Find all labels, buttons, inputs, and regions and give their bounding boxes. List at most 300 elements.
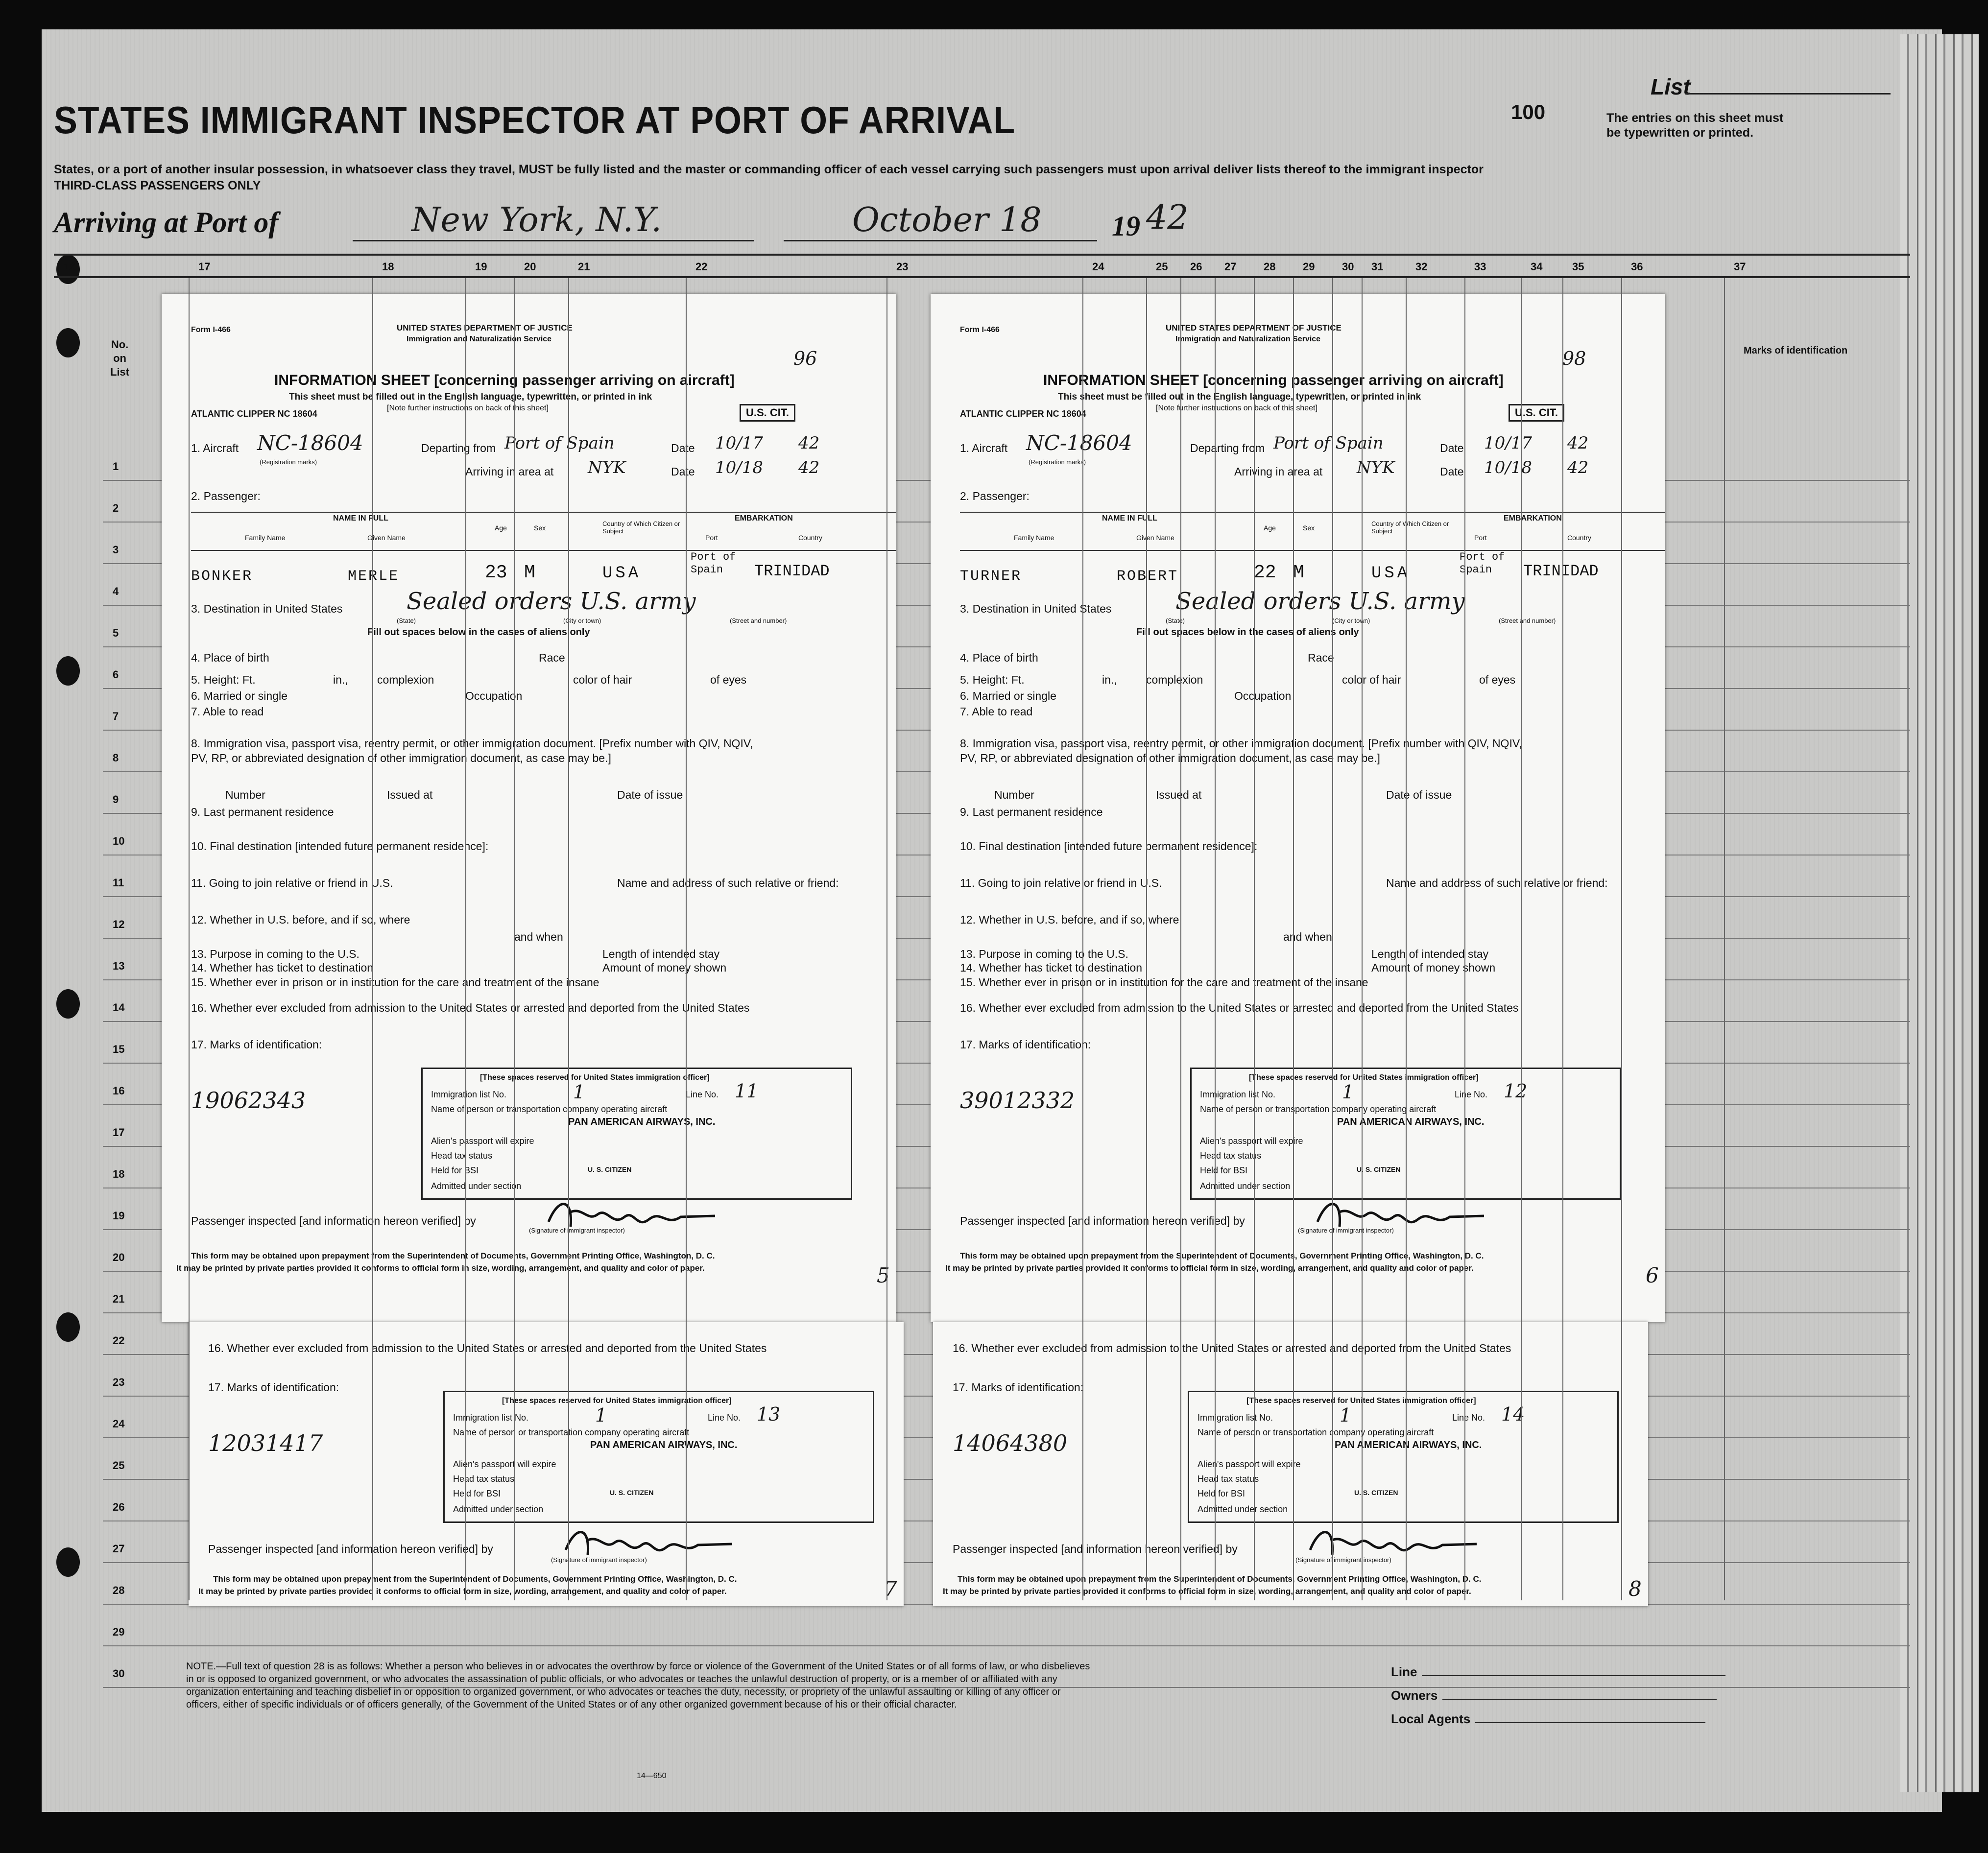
issue-date-label: Date of issue [1386,788,1452,801]
q2-label: 2. Passenger: [191,490,261,502]
row-header-on: on [113,352,126,364]
column-divider [1180,278,1181,1600]
q17-label: 17. Marks of identification: [208,1381,339,1394]
information-sheet [931,294,1665,1322]
column-number: 21 [578,261,590,273]
column-number: 32 [1415,261,1428,273]
q9-label: 9. Last permanent residence [960,806,1103,818]
column-number: 16 [64,261,76,273]
eyes-label: of eyes [710,673,747,686]
arriving-label: Arriving at Port of [54,206,279,238]
admitted-label: Admitted under section [1200,1181,1291,1191]
q4-label: 4. Place of birth [191,651,269,664]
column-number: 20 [524,261,536,273]
column-number: 37 [1734,261,1746,273]
column-number: 19 [475,261,487,273]
sex-header: Sex [1303,524,1315,532]
citizen-stamp: U. S. CITIZEN [588,1165,632,1173]
footer-line2: It may be printed by private parties provided it conforms to official form in size, wording, arrangement, and quality and color of paper. [945,1263,1474,1273]
company-label: Name of person or transportation company operating aircraft [1200,1104,1437,1114]
issued-label: Issued at [1156,788,1202,801]
family-name-value: BONKER [191,568,253,585]
number-label: Number [225,788,265,801]
information-sheet-lower [933,1322,1648,1606]
arrival-date: 10/18 [1484,458,1532,477]
row-number: 5 [113,627,119,639]
column-divider [372,278,373,1600]
q9-label: 9. Last permanent residence [191,806,334,818]
country2-header: Country [798,534,823,542]
row-number: 12 [113,918,125,930]
q5-label: 5. Height: Ft. [191,673,256,686]
reserved-heading: [These spaces reserved for United States immigration officer] [502,1397,732,1405]
footer-line2: It may be printed by private parties provided it conforms to official form in size, wording, arrangement, and quality and color of paper. [176,1263,705,1273]
departing-label: Departing from [421,442,496,454]
row-number: 28 [113,1584,125,1596]
departure-date: 10/17 [715,433,763,453]
airline-stamp: PAN AMERICAN AIRWAYS, INC. [590,1440,738,1450]
passport-label: Alien's passport will expire [453,1459,556,1469]
q16-label: 16. Whether ever excluded from admission to the United States or arrested and deported from the United States [208,1342,767,1354]
footer-line2: It may be printed by private parties provided it conforms to official form in size, wording, arrangement, and quality and color of paper. [943,1587,1471,1596]
q3-label: 3. Destination in United States [960,602,1112,615]
q15-label: 15. Whether ever in prison or in institution for the care and treatment of the insane [191,976,599,989]
marks-value: 39012332 [960,1087,1075,1114]
column-number: 24 [1092,261,1104,273]
row-number: 6 [113,668,119,681]
line-owners-agents [1391,1660,1725,1731]
arriving-label: Arriving in area at [465,465,554,478]
inspected-label: Passenger inspected [and information hereon verified] by [953,1543,1238,1555]
binder-hole [56,656,80,686]
q1-label: 1. Aircraft [960,442,1008,454]
q7-label: 7. Able to read [960,705,1033,718]
city-caption: (City or town) [1332,617,1370,624]
column-number: 18 [382,261,394,273]
company-label: Name of person or transportation company operating aircraft [431,1104,668,1114]
destination-value: Sealed orders U.S. army [1175,588,1465,615]
departing-value: Port of Spain [504,433,615,453]
q16-label: 16. Whether ever excluded from admission to the United States or arrested and deported from the United States [953,1342,1511,1354]
row-number: 17 [113,1126,125,1139]
entries-note-line2: be typewritten or printed. [1606,126,1754,140]
aircraft-value: NC-18604 [257,431,363,455]
footnote: NOTE.—Full text of question 28 is as follows: Whether a person who believes in or advocates the overthrow by force or violence of the Government of the United States or of all forms of law, or who disbelieves in or is opposed to organized government, or who advocates the assassination of public officials, or who advocates or teaches the unlawful destruction of property, or is a member of or affiliated with any organization entertaining and teaching disbelief in or opposition to organized government, or who advocates or teaches the duty, necessity, or propriety of the unlawful assaulting or killing of any officer or officers, either of specific individuals or of officers generally, of the Government of the United States or of any other organized government because of his or their official character. [186,1661,1090,1710]
embarkation-header: EMBARKATION [735,514,793,523]
headtax-label: Head tax status [453,1474,515,1484]
column-number: 34 [1531,261,1543,273]
column-divider [514,278,515,1600]
column-number: 33 [1474,261,1486,273]
form-number: Form I-466 [960,326,1000,334]
tally-mark: 7 [884,1577,897,1601]
column-divider [686,278,687,1600]
row-number: 23 [113,1376,125,1388]
embark-port-value: Port of Spain [1460,551,1505,576]
departure-year: 42 [798,433,820,453]
column-number: 25 [1156,261,1168,273]
complexion-label: complexion [377,673,434,686]
arriving-value: NYK [1357,458,1395,477]
age-value: 23 [485,562,507,583]
money-label: Amount of money shown [602,961,727,974]
page-number: 96 [793,348,817,369]
sheet-instruction: This sheet must be filled out in the English language, typewritten, or printed in ink [289,392,652,402]
family-name-value: TURNER [960,568,1022,585]
date-label: Date [671,442,695,454]
admitted-label: Admitted under section [1198,1504,1288,1514]
passport-label: Alien's passport will expire [431,1136,534,1146]
row-number: 19 [113,1210,125,1222]
marks-value: 19062343 [191,1087,306,1114]
stay-label: Length of intended stay [1371,948,1489,960]
signature-caption: (Signature of immigrant inspector) [529,1227,625,1234]
embarkation-header: EMBARKATION [1504,514,1562,523]
row-number: 10 [113,835,125,847]
family-name-header: Family Name [245,534,286,542]
sex-header: Sex [534,524,546,532]
sheet-heading: INFORMATION SHEET [concerning passenger arriving on aircraft] [274,372,735,388]
inspected-label: Passenger inspected [and information hereon verified] by [960,1214,1245,1227]
row-line [103,1645,1910,1646]
signature-caption: (Signature of immigrant inspector) [551,1556,647,1564]
street-caption: (Street and number) [1499,617,1556,624]
arriving-value: NYK [588,458,626,477]
column-divider [189,278,190,1600]
column-number: 30 [1342,261,1354,273]
q11-label: 11. Going to join relative or friend in U.S. [191,877,393,889]
row-number: 30 [113,1667,125,1680]
line-no-label: Line No. [1455,1090,1488,1099]
row-number: 20 [113,1251,125,1263]
column-divider [1082,278,1083,1600]
inspector-signature-icon [544,1192,720,1236]
column-divider [1332,278,1333,1600]
information-sheet-lower [189,1322,904,1606]
q12-label: 12. Whether in U.S. before, and if so, where [191,913,410,926]
q17-label: 17. Marks of identification: [191,1038,322,1051]
date-label: Date [1440,442,1464,454]
column-divider [1146,278,1147,1600]
subtitle-line2: THIRD-CLASS PASSENGERS ONLY [54,179,261,192]
age-header: Age [495,524,507,532]
race-label: Race [1308,651,1334,664]
column-number: 27 [1224,261,1237,273]
citizen-stamp: U. S. CITIZEN [1357,1165,1401,1173]
stacked-page-edges [1900,34,1979,1792]
column-divider [1406,278,1407,1600]
q2-label: 2. Passenger: [960,490,1030,502]
money-label: Amount of money shown [1371,961,1496,974]
local-agents-label: Local Agents [1391,1711,1471,1726]
footer-line1: This form may be obtained upon prepayment from the Superintendent of Documents, Government Printing Office, Washington, D. C. [960,1251,1484,1260]
row-number: 15 [113,1043,125,1055]
given-name-value: MERLE [348,568,400,585]
imm-list-value: 1 [573,1081,585,1103]
q8-label: 8. Immigration visa, passport visa, reentry permit, or other immigration document. [Prefix number with QIV, NQIV, [191,737,753,750]
state-caption: (State) [1166,617,1185,624]
line-no-value: 11 [735,1080,759,1102]
q17-label: 17. Marks of identification: [953,1381,1084,1394]
list-number: 100 [1511,100,1546,123]
number-label: Number [994,788,1034,801]
line-no-value: 12 [1504,1080,1528,1102]
issued-label: Issued at [387,788,433,801]
name-in-full: NAME IN FULL [1102,514,1157,523]
marks-value: 14064380 [953,1430,1068,1456]
tally-mark: 8 [1629,1577,1642,1601]
port-handwritten: New York, N.Y. [411,201,662,239]
owners-label: Owners [1391,1688,1438,1703]
passport-label: Alien's passport will expire [1198,1459,1301,1469]
column-divider [1254,278,1255,1600]
row-number: 2 [113,502,119,514]
subtitle-line1: States, or a port of another insular possession, in whatsoever class they travel, MUST be fully listed and the master or commanding officer of each vessel carrying such passengers must upon arrival deliver lists thereof to the immigrant inspector [54,163,1484,176]
footer-line1: This form may be obtained upon prepayment from the Superintendent of Documents, Government Printing Office, Washington, D. C. [191,1251,715,1260]
list-label: List [1651,74,1691,99]
sheet-instruction-note: [Note further instructions on back of this sheet] [387,404,549,412]
line-no-label: Line No. [708,1413,741,1423]
arrival-year: 42 [798,458,820,477]
departure-year: 42 [1567,433,1589,453]
inspector-signature-icon [1313,1192,1489,1236]
column-number: 26 [1190,261,1202,273]
port-header: Port [705,534,718,542]
embark-country-value: TRINIDAD [1523,562,1599,580]
row-number: 9 [113,793,119,806]
q13-label: 13. Purpose in coming to the U.S. [191,948,359,960]
row-number: 25 [113,1459,125,1472]
column-divider [1521,278,1522,1600]
bsi-label: Held for BSI [1200,1165,1248,1175]
imm-list-label: Immigration list No. [453,1413,529,1423]
row-header [110,338,129,379]
age-header: Age [1264,524,1276,532]
row-header-list: List [110,366,130,378]
citizen-stamp: U. S. CITIZEN [610,1489,654,1497]
q7-label: 7. Able to read [191,705,264,718]
complexion-label: complexion [1146,673,1203,686]
citizen-stamp: U. S. CITIZEN [1354,1489,1398,1497]
arrival-year: 42 [1567,458,1589,477]
bsi-label: Held for BSI [453,1489,501,1498]
eyes-label: of eyes [1479,673,1516,686]
footer-line1: This form may be obtained upon prepayment from the Superintendent of Documents, Government Printing Office, Washington, D. C. [958,1574,1482,1584]
q17-label: 17. Marks of identification: [960,1038,1091,1051]
year-prefix: 19 [1112,210,1140,242]
headtax-label: Head tax status [431,1151,493,1161]
q14-label: 14. Whether has ticket to destination [191,961,374,974]
q13-label: 13. Purpose in coming to the U.S. [960,948,1128,960]
country-header: Country of Which Citizen or Subject [1371,520,1449,535]
admitted-label: Admitted under section [453,1504,544,1514]
q11-label: 11. Going to join relative or friend in U.S. [960,877,1162,889]
q15-label: 15. Whether ever in prison or in institution for the care and treatment of the insane [960,976,1368,989]
registration-caption: (Registration marks) [260,458,317,466]
row-number: 1 [113,460,119,473]
departing-label: Departing from [1190,442,1265,454]
department: UNITED STATES DEPARTMENT OF JUSTICE [1166,323,1341,333]
q8b-label: PV, RP, or abbreviated designation of other immigration document, as case may be.] [960,752,1380,764]
column-number: 35 [1572,261,1584,273]
q6-label: 6. Married or single [960,689,1056,702]
marks-value: 12031417 [208,1430,323,1456]
imm-list-value: 1 [595,1404,607,1426]
bsi-label: Held for BSI [1198,1489,1245,1498]
bsi-label: Held for BSI [431,1165,479,1175]
date-handwritten: October 18 [852,201,1042,239]
binder-hole [56,1312,80,1342]
year-handwritten: 42 [1146,198,1189,237]
reserved-box [421,1068,852,1200]
company-label: Name of person or transportation company operating aircraft [453,1427,690,1437]
service: Immigration and Naturalization Service [407,335,552,343]
reserved-heading: [These spaces reserved for United States immigration officer] [1246,1397,1476,1405]
q4-label: 4. Place of birth [960,651,1038,664]
line-no-value: 13 [757,1403,781,1425]
q16-label: 16. Whether ever excluded from admission to the United States or arrested and deported from the United States [191,1001,750,1014]
line-no-label: Line No. [1452,1413,1485,1423]
family-name-header: Family Name [1014,534,1054,542]
column-divider [1293,278,1294,1600]
column-divider [1724,278,1725,1600]
column-divider [568,278,569,1600]
row-number: 21 [113,1293,125,1305]
q5-label: 5. Height: Ft. [960,673,1025,686]
race-label: Race [539,651,565,664]
footer-line2: It may be printed by private parties provided it conforms to official form in size, wording, arrangement, and quality and color of paper. [198,1587,727,1596]
date-label: Date [671,465,695,478]
row-number: 4 [113,585,119,597]
row-number: 24 [113,1418,125,1430]
aircraft-value: NC-18604 [1026,431,1132,455]
page-title: STATES IMMIGRANT INSPECTOR AT PORT OF ARRIVAL [54,98,1015,142]
line-label: Line [1391,1664,1417,1679]
street-caption: (Street and number) [730,617,787,624]
column-divider [1621,278,1622,1600]
signature-caption: (Signature of immigrant inspector) [1295,1556,1391,1564]
passport-label: Alien's passport will expire [1200,1136,1303,1146]
embark-country-value: TRINIDAD [754,562,830,580]
q10-label: 10. Final destination [intended future permanent residence]: [191,840,489,853]
row-number: 18 [113,1168,125,1180]
registration-caption: (Registration marks) [1029,458,1086,466]
embark-port-value: Port of Spain [691,551,736,576]
arriving-label: Arriving in area at [1234,465,1323,478]
q11b-label: Name and address of such relative or friend: [1386,877,1608,889]
column-divider [886,278,887,1600]
name-in-full: NAME IN FULL [333,514,388,523]
company-label: Name of person or transportation company operating aircraft [1198,1427,1434,1437]
q6-label: 6. Married or single [191,689,287,702]
reserved-box [1188,1391,1619,1523]
reserved-heading: [These spaces reserved for United States immigration officer] [1249,1073,1479,1082]
row-number: 13 [113,960,125,972]
q10-label: 10. Final destination [intended future permanent residence]: [960,840,1258,853]
row-number: 3 [113,544,119,556]
column-number: 31 [1371,261,1384,273]
port-header: Port [1474,534,1487,542]
row-number: 27 [113,1543,125,1555]
given-name-value: ROBERT [1117,568,1179,585]
age-value: 22 [1254,562,1276,583]
column-number: 36 [1631,261,1643,273]
airline-stamp: PAN AMERICAN AIRWAYS, INC. [568,1117,716,1127]
inspected-label: Passenger inspected [and information hereon verified] by [208,1543,493,1555]
when-label: and when [1283,930,1332,943]
q8b-label: PV, RP, or abbreviated designation of other immigration document, as case may be.] [191,752,611,764]
departing-value: Port of Spain [1273,433,1384,453]
when-label: and when [514,930,563,943]
headtax-label: Head tax status [1200,1151,1262,1161]
binder-hole [56,328,80,357]
q11b-label: Name and address of such relative or friend: [617,877,839,889]
information-sheet [162,294,896,1322]
line-no-value: 14 [1501,1403,1525,1425]
sheet-heading: INFORMATION SHEET [concerning passenger arriving on aircraft] [1043,372,1504,388]
clipper-stamp: ATLANTIC CLIPPER NC 18604 [960,409,1086,419]
country2-header: Country [1567,534,1592,542]
occupation-label: Occupation [1234,689,1292,702]
binder-hole [56,989,80,1019]
department: UNITED STATES DEPARTMENT OF JUSTICE [397,323,573,333]
aliens-note: Fill out spaces below in the cases of aliens only [1136,627,1359,638]
given-name-header: Given Name [1136,534,1174,542]
page-number: 98 [1562,348,1586,369]
binder-hole [56,1547,80,1577]
issue-date-label: Date of issue [617,788,683,801]
us-citizen-stamp: U.S. CIT. [1509,404,1564,422]
occupation-label: Occupation [465,689,523,702]
country-header: Country of Which Citizen or Subject [602,520,680,535]
headtax-label: Head tax status [1198,1474,1259,1484]
imm-list-value: 1 [1342,1081,1354,1103]
us-citizen-stamp: U.S. CIT. [740,404,795,422]
marks-of-identification-header: Marks of identification [1744,345,1848,356]
row-number: 14 [113,1001,125,1014]
hair-label: color of hair [1342,673,1401,686]
imm-list-label: Immigration list No. [1198,1413,1273,1423]
q3-label: 3. Destination in United States [191,602,343,615]
form-code: 14—650 [637,1772,667,1780]
departure-date: 10/17 [1484,433,1532,453]
tally-mark: 5 [877,1263,890,1287]
column-divider [1562,278,1563,1600]
column-number: 22 [695,261,708,273]
destination-value: Sealed orders U.S. army [407,588,696,615]
q8-label: 8. Immigration visa, passport visa, reentry permit, or other immigration document. [Prefix number with QIV, NQIV, [960,737,1522,750]
arrival-date: 10/18 [715,458,763,477]
row-number: 7 [113,710,119,722]
row-number: 16 [113,1085,125,1097]
in-label: in., [333,673,348,686]
q14-label: 14. Whether has ticket to destination [960,961,1143,974]
column-number: 29 [1303,261,1315,273]
tally-mark: 6 [1646,1263,1659,1287]
aliens-note: Fill out spaces below in the cases of aliens only [367,627,590,638]
q16-label: 16. Whether ever excluded from admission to the United States or arrested and deported from the United States [960,1001,1519,1014]
row-number: 11 [113,877,124,889]
column-number: 17 [198,261,211,273]
admitted-label: Admitted under section [431,1181,522,1191]
page-subtitle [54,162,1572,194]
inspected-label: Passenger inspected [and information hereon verified] by [191,1214,476,1227]
city-caption: (City or town) [563,617,601,624]
imm-list-label: Immigration list No. [431,1090,507,1099]
sex-value: M [524,562,535,583]
column-number-header [54,254,1910,278]
country-value: USA [1371,564,1411,583]
